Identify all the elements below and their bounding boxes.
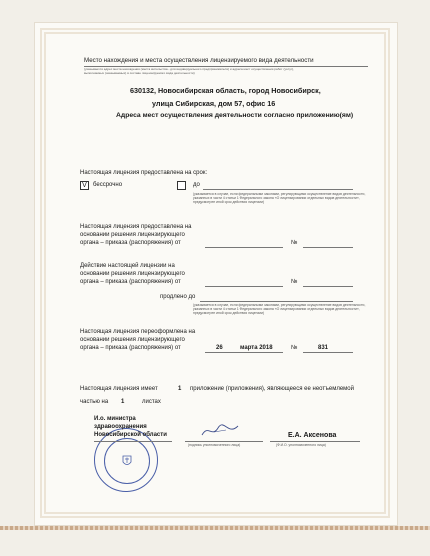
prolonged-rule xyxy=(200,301,353,302)
extended-hint-3: предусмотрен иной срок действия лицензии) xyxy=(193,311,265,315)
reissued-line-3: органа – приказа (распоряжения) от xyxy=(80,345,181,351)
name-rule xyxy=(270,441,360,442)
signature-rule xyxy=(185,441,263,442)
reissued-day: 26 xyxy=(216,345,223,351)
term-hint-2: указанных в части 4 статьи 1 Федерального закона «О лицензировании отдельных видов деятельности», xyxy=(193,196,360,200)
signer-position-2: здравоохранения xyxy=(94,424,147,430)
granted-date-rule xyxy=(205,247,283,248)
extended-line-3: органа – приказа (распоряжения) от xyxy=(80,279,181,285)
header-hint-1: (указывается адрес места нахождения (места жительства - для индивидуального предпринимателя) и адреса мест осуществления работ (услуг), xyxy=(84,67,294,71)
extended-date-rule xyxy=(205,286,283,287)
granted-line-3: органа – приказа (распоряжения) от xyxy=(80,240,181,246)
reissued-month-year: марта 2018 xyxy=(240,345,273,351)
attachments-sheets-label: листах xyxy=(142,399,161,405)
until-rule xyxy=(203,189,353,190)
reissued-number-rule xyxy=(303,352,353,353)
header-title: Место нахождения и места осуществления лицензируемого вида деятельности xyxy=(84,57,314,64)
until-checkbox[interactable] xyxy=(177,181,186,190)
term-label: Настоящая лицензия предоставлена на срок: xyxy=(80,170,208,176)
extended-line-2: основании решения лицензирующего xyxy=(80,271,185,277)
granted-line-1: Настоящая лицензия предоставлена на xyxy=(80,224,192,230)
signer-position-3: Новосибирской области xyxy=(94,432,167,438)
reissued-date-rule xyxy=(205,352,283,353)
name-caption: (Ф.И.О. уполномоченного лица) xyxy=(276,443,326,447)
address-line-2: улица Сибирская, дом 57, офис 16 xyxy=(152,99,276,108)
attachments-part-label: частью на xyxy=(80,399,109,405)
address-line-3: Адреса мест осуществления деятельности согласно приложению(ям) xyxy=(116,112,354,119)
handwritten-signature-icon xyxy=(200,420,240,440)
term-hint-3: предусмотрен иной срок действия лицензии) xyxy=(193,200,265,204)
attachments-count: 1 xyxy=(178,386,182,392)
extended-number-rule xyxy=(303,286,353,287)
prolonged-label: продлено до xyxy=(160,294,196,300)
stamp-inner-ring xyxy=(104,438,150,484)
until-label: до xyxy=(193,182,200,188)
signature-caption: (подпись уполномоченного лица) xyxy=(188,443,241,447)
coat-of-arms-icon xyxy=(121,455,133,467)
attachments-suffix: приложение (приложения), являющееся ее неотъемлемой xyxy=(190,386,354,392)
granted-line-2: основании решения лицензирующего xyxy=(80,232,185,238)
extended-number-label: № xyxy=(291,279,298,285)
unlimited-checkbox[interactable]: V xyxy=(80,181,89,190)
signer-position-1: И.о. министра xyxy=(94,416,136,422)
header-hint-2: выполняемых (оказываемых) в составе лицензируемого вида деятельности) xyxy=(84,71,195,75)
reissued-line-2: основании решения лицензирующего xyxy=(80,337,185,343)
attachments-prefix: Настоящая лицензия имеет xyxy=(80,386,158,392)
extended-hint-1: (указывается в случае, если федеральными законами, регулирующими осуществление видов деятельности, xyxy=(193,303,366,307)
unlimited-label: бессрочно xyxy=(93,182,123,188)
granted-number-rule xyxy=(303,247,353,248)
address-line-1: 630132, Новосибирская область, город Новосибирск, xyxy=(130,86,321,95)
signer-name: Е.А. Аксенова xyxy=(288,432,337,439)
extended-line-1: Действие настоящей лицензии на xyxy=(80,263,175,269)
position-rule xyxy=(94,441,172,442)
reissued-number: 831 xyxy=(318,345,329,351)
term-hint-1: (указывается в случае, если федеральными законами, регулирующими осуществление видов деятельности, xyxy=(193,192,366,196)
attachments-sheets: 1 xyxy=(121,399,125,405)
reissued-line-1: Настоящая лицензия переоформлена на xyxy=(80,329,196,335)
perforation-strip xyxy=(0,526,430,530)
granted-number-label: № xyxy=(291,240,298,246)
reissued-number-label: № xyxy=(291,345,298,351)
extended-hint-2: указанных в части 4 статьи 1 Федерального закона «О лицензировании отдельных видов деятельности», xyxy=(193,307,360,311)
